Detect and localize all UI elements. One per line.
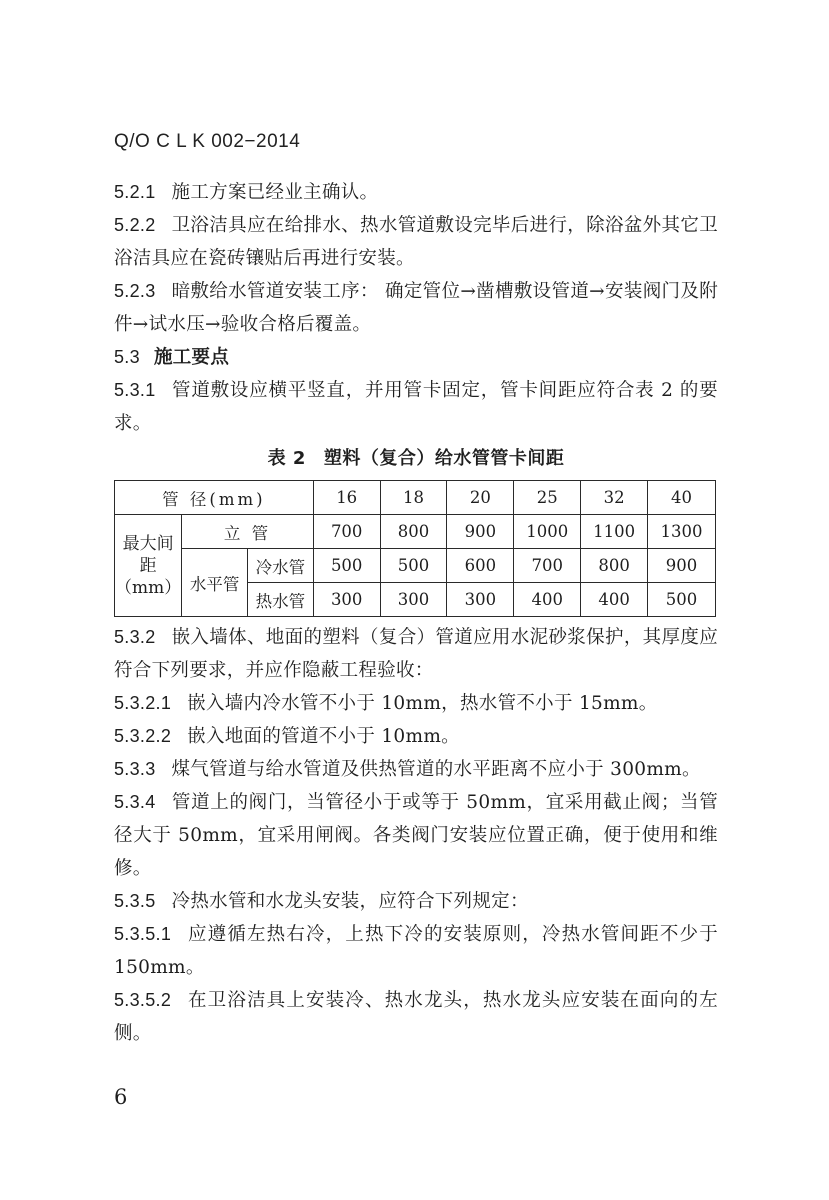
diameter-cell: 20 (447, 481, 514, 515)
table-cell: 600 (447, 549, 514, 583)
clause-5-3-4 (114, 786, 718, 885)
hot-water-label: 热水管 (248, 583, 314, 617)
clause-5-3-2-2 (114, 720, 718, 753)
diameter-cell: 16 (313, 481, 380, 515)
table-cell: 700 (313, 515, 380, 549)
pipe-clamp-spacing-table (114, 480, 716, 617)
table-title: 塑料（复合）给水管管卡间距 (323, 448, 565, 469)
table-cell: 800 (380, 515, 447, 549)
clause-text: 卫浴洁具应在给排水、热水管道敷设完毕后进行，除浴盆外其它卫浴洁具应在瓷砖镶贴后再进行安装。 (114, 215, 718, 269)
table-caption (114, 442, 718, 476)
table-cell: 400 (514, 583, 581, 617)
diameter-cell: 40 (648, 481, 716, 515)
clause-5-3-1 (114, 374, 718, 440)
clause-number: 5.3.5.1 (114, 924, 172, 944)
table-number: 表 2 (267, 448, 306, 469)
clause-text: 管道上的阀门，当管径小于或等于 50mm，宜采用截止阀；当管径大于 50mm，宜采用闸阀。各类阀门安装应位置正确，便于使用和维修。 (114, 792, 718, 879)
table-cell: 800 (581, 549, 648, 583)
clause-5-3-2 (114, 621, 718, 687)
section-heading (114, 341, 718, 374)
clause-text: 施工方案已经业主确认。 (171, 182, 379, 203)
table-cell: 300 (380, 583, 447, 617)
table-cell: 500 (380, 549, 447, 583)
section-number: 5.3 (114, 347, 140, 367)
clause-5-3-3 (114, 753, 718, 786)
clause-5-2-2 (114, 209, 718, 275)
table-cell: 300 (447, 583, 514, 617)
clause-5-2-3 (114, 275, 718, 341)
table-cell: 1100 (581, 515, 648, 549)
horizontal-pipe-label: 水平管 (182, 549, 248, 617)
table-cell: 400 (581, 583, 648, 617)
clause-text: 嵌入地面的管道不小于 10mm。 (187, 726, 460, 747)
standard-code: Q/O C L K 002−2014 (114, 131, 301, 152)
clause-number: 5.2.1 (114, 182, 156, 202)
diameter-cell: 25 (514, 481, 581, 515)
clause-text: 嵌入墙体、地面的塑料（复合）管道应用水泥砂浆保护，其厚度应符合下列要求，并应作隐蔽工程验收： (114, 627, 718, 681)
clause-5-2-1 (114, 176, 718, 209)
table-row-cold (115, 549, 716, 583)
clause-5-3-5-1 (114, 918, 718, 984)
table-cell: 500 (648, 583, 716, 617)
clause-text: 暗敷给水管道安装工序： 确定管位→凿槽敷设管道→安装阀门及附件→试水压→验收合格后覆盖。 (114, 281, 718, 335)
clause-5-3-2-1 (114, 687, 718, 720)
table-cell: 500 (313, 549, 380, 583)
page-number: 6 (114, 1085, 128, 1109)
section-title: 施工要点 (153, 347, 230, 368)
clause-5-3-5 (114, 885, 718, 918)
table-row-vertical (115, 515, 716, 549)
table-cell: 900 (648, 549, 716, 583)
clause-5-3-5-2 (114, 984, 718, 1050)
table-cell: 700 (514, 549, 581, 583)
clause-number: 5.3.5.2 (114, 990, 172, 1010)
diameter-cell: 18 (380, 481, 447, 515)
clause-text: 在卫浴洁具上安装冷、热水龙头，热水龙头应安装在面向的左侧。 (114, 990, 718, 1044)
clause-text: 煤气管道与给水管道及供热管道的水平距离不应小于 300mm。 (171, 759, 701, 780)
clause-number: 5.3.2.2 (114, 726, 172, 746)
table-cell: 300 (313, 583, 380, 617)
table-cell: 1000 (514, 515, 581, 549)
max-spacing-label: 最大间距（mm） (115, 515, 182, 617)
clause-number: 5.3.2.1 (114, 693, 172, 713)
cold-water-label: 冷水管 (248, 549, 314, 583)
clause-number: 5.3.3 (114, 759, 156, 779)
clause-text: 嵌入墙内冷水管不小于 10mm，热水管不小于 15mm。 (187, 693, 658, 714)
diameter-header: 管 径(mm) (115, 481, 314, 515)
table-row-header (115, 481, 716, 515)
clause-number: 5.3.5 (114, 891, 156, 911)
clause-text: 管道敷设应横平竖直，并用管卡固定，管卡间距应符合表 2 的要求。 (114, 380, 718, 434)
vertical-pipe-label: 立 管 (182, 515, 314, 549)
clause-number: 5.2.3 (114, 281, 156, 301)
table-cell: 1300 (648, 515, 716, 549)
clause-text: 应遵循左热右冷，上热下冷的安装原则，冷热水管间距不少于 150mm。 (114, 924, 718, 978)
table-cell: 900 (447, 515, 514, 549)
main-content (114, 176, 718, 1050)
clause-number: 5.3.2 (114, 627, 156, 647)
clause-number: 5.2.2 (114, 215, 156, 235)
clause-text: 冷热水管和水龙头安装，应符合下列规定： (171, 891, 529, 912)
clause-number: 5.3.4 (114, 792, 156, 812)
diameter-cell: 32 (581, 481, 648, 515)
clause-number: 5.3.1 (114, 380, 156, 400)
